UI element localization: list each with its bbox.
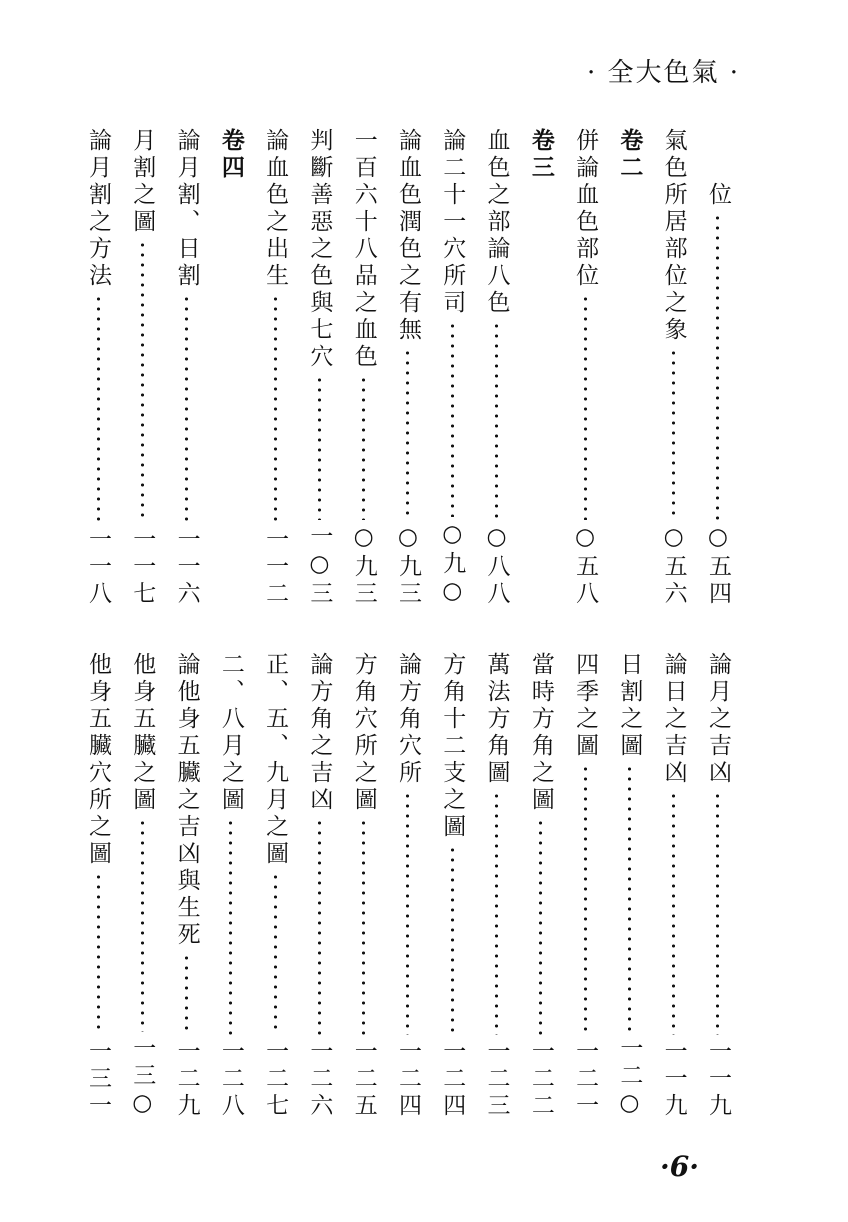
toc-entry-title: 併論血色部位 <box>572 128 599 290</box>
toc-entry-title: 論月割、日割 <box>173 128 200 290</box>
toc-entry <box>344 652 384 1120</box>
toc-entry-title: 論他身五臟之吉凶與生死 <box>173 652 200 949</box>
toc-block-top <box>78 128 738 608</box>
toc-entry-title: 他身五臟穴所之圖 <box>85 652 111 868</box>
toc-entry <box>477 652 517 1120</box>
toc-entry-title: 論日之吉凶 <box>660 652 687 787</box>
toc-entry-page: 一一六 <box>173 527 200 608</box>
toc-entry-title: 判斷善惡之色與七穴 <box>306 128 333 371</box>
toc-volume-heading <box>211 128 251 608</box>
dot-leader <box>495 791 498 1035</box>
dot-leader <box>406 348 409 520</box>
toc-entry-title: 氣色所居部位之象 <box>660 128 687 344</box>
toc-entry-title: 日割之圖 <box>616 652 643 760</box>
dot-leader <box>584 294 587 520</box>
dot-leader <box>185 294 188 523</box>
toc-entry-title: 血色之部論八色 <box>483 128 510 317</box>
toc-entry-title: 萬法方角圖 <box>483 652 510 787</box>
toc-entry-title: 一百六十八品之血色 <box>350 128 377 371</box>
toc-entry <box>654 128 694 608</box>
dot-leader <box>362 818 365 1035</box>
toc-entry-page: ○九三 <box>350 524 377 608</box>
toc-entry-title: 論月之吉凶 <box>704 652 731 787</box>
toc-entry-page: 一二六 <box>306 1039 333 1120</box>
toc-entry <box>255 652 295 1120</box>
toc-entry <box>477 128 517 608</box>
toc-entry-title: 論方角穴所 <box>394 652 421 787</box>
toc-entry-page: 一二四 <box>394 1039 421 1120</box>
toc-entry-title: 二、八月之圖 <box>217 652 244 814</box>
toc-entry <box>299 128 339 608</box>
toc-entry <box>521 652 561 1120</box>
toc-entry-page: 一一七 <box>129 527 156 608</box>
toc-entry-page: 一二二 <box>527 1039 554 1120</box>
dot-leader <box>716 213 719 520</box>
toc-entry <box>654 652 694 1120</box>
dot-leader <box>495 321 498 520</box>
toc-entry <box>78 128 118 608</box>
toc-entry-title: 論二十一穴所司 <box>439 128 466 317</box>
toc-entry-page: 一二九 <box>173 1039 200 1120</box>
toc-entry-page: ○五四 <box>704 524 731 608</box>
dot-leader <box>406 791 409 1035</box>
toc-entry <box>432 652 472 1120</box>
dot-leader <box>141 240 144 523</box>
toc-entry-page: ○八八 <box>483 524 510 608</box>
toc-entry <box>698 128 738 608</box>
toc-entry-page: ○九三 <box>394 524 421 608</box>
dot-leader <box>451 845 454 1035</box>
toc-volume-heading <box>521 128 561 608</box>
toc-entry-title: 卷四 <box>217 128 245 182</box>
dot-leader <box>672 791 675 1035</box>
toc-entry-page: ○五六 <box>660 524 687 608</box>
dot-leader <box>229 818 232 1035</box>
dot-leader <box>451 321 454 517</box>
dot-leader <box>362 375 365 520</box>
toc-entry <box>167 652 207 1120</box>
toc-entry-title: 卷三 <box>527 128 555 182</box>
toc-entry-title: 當時方角之圖 <box>527 652 554 814</box>
toc-entry-title: 論方角之吉凶 <box>306 652 333 814</box>
toc-entry-title: 論血色之出生 <box>262 128 289 290</box>
toc-entry <box>698 652 738 1120</box>
toc-entry <box>211 652 251 1120</box>
toc-entry-page: 一二四 <box>439 1039 466 1120</box>
page-number: ·6· <box>660 1150 699 1183</box>
toc-entry-title: 論血色潤色之有無 <box>394 128 421 344</box>
toc-entry-title: 他身五臟之圖 <box>129 652 156 814</box>
toc-entry-title: 方角十二支之圖 <box>439 652 466 841</box>
toc-entry-page: 一一九 <box>704 1039 731 1120</box>
toc-entry-page: ○五八 <box>572 524 599 608</box>
toc-entry <box>299 652 339 1120</box>
dot-leader <box>97 294 100 523</box>
dot-leader <box>185 953 188 1035</box>
toc-entry-title: 正、五、九月之圖 <box>262 652 289 868</box>
toc-entry-page: 一二一 <box>572 1039 599 1120</box>
toc-entry-title: 論月割之方法 <box>85 128 111 290</box>
toc-entry-page: 一二八 <box>217 1039 244 1120</box>
toc-entry-title: 卷二 <box>616 128 644 182</box>
dot-leader <box>274 294 277 523</box>
toc-entry <box>609 652 649 1120</box>
dot-leader <box>274 872 277 1035</box>
toc-entry-title: 位 <box>704 182 731 209</box>
toc-entry <box>78 652 118 1120</box>
toc-entry <box>122 652 162 1120</box>
running-header: · 全大色氣 · <box>586 58 740 88</box>
dot-leader <box>584 764 587 1035</box>
toc-entry-title: 方角穴所之圖 <box>350 652 377 814</box>
toc-entry-title: 四季之圖 <box>572 652 599 760</box>
toc-entry-page: 一○三 <box>306 524 333 608</box>
dot-leader <box>672 348 675 520</box>
toc-entry <box>122 128 162 608</box>
toc-entry <box>565 128 605 608</box>
toc-entry <box>388 652 428 1120</box>
dot-leader <box>141 818 144 1032</box>
toc-entry <box>255 128 295 608</box>
toc-entry-title: 月割之圖 <box>129 128 156 236</box>
toc-entry-page: 一一九 <box>660 1039 687 1120</box>
toc-entry <box>167 128 207 608</box>
dot-leader <box>318 375 321 520</box>
toc-entry-page: 一二三 <box>483 1039 510 1120</box>
toc-entry <box>344 128 384 608</box>
dot-leader <box>716 791 719 1035</box>
toc-entry-page: ○九○ <box>439 521 466 608</box>
toc-entry-page: 一一二 <box>262 527 289 608</box>
dot-leader <box>318 818 321 1035</box>
dot-leader <box>628 764 631 1032</box>
toc-block-bottom <box>78 652 738 1120</box>
dot-leader <box>539 818 542 1035</box>
toc-volume-heading <box>609 128 649 608</box>
toc-entry-page: 一三○ <box>129 1036 156 1120</box>
toc-entry <box>565 652 605 1120</box>
toc-entry-page: 一一八 <box>85 527 111 608</box>
toc-entry-page: 一二○ <box>616 1036 643 1120</box>
dot-leader <box>97 872 100 1035</box>
toc-entry-page: 一二五 <box>350 1039 377 1120</box>
toc-entry-page: 一二七 <box>262 1039 289 1120</box>
toc-entry <box>432 128 472 608</box>
toc-entry <box>388 128 428 608</box>
toc-entry-page: 一三一 <box>85 1039 111 1120</box>
